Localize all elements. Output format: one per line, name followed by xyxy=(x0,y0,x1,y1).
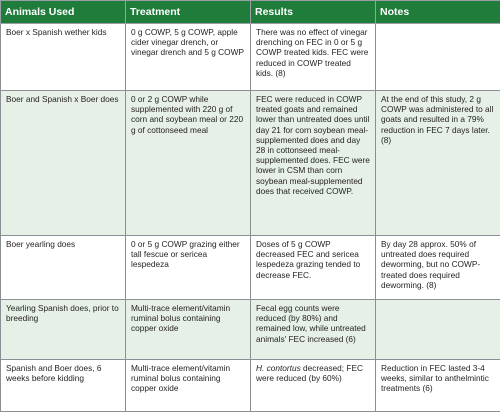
cell-animals: Boer and Spanish x Boer does xyxy=(1,91,126,236)
cell-treatment: 0 or 2 g COWP while supplemented with 220 g of corn and soybean meal or 220 g of cottonseed meal xyxy=(126,91,251,236)
cell-treatment: Multi-trace element/vitamin ruminal bolus containing copper oxide xyxy=(126,300,251,360)
table-row xyxy=(1,91,500,236)
cell-animals: Spanish and Boer does, 6 weeks before kidding xyxy=(1,360,126,412)
table-row xyxy=(1,24,500,91)
cell-notes: At the end of this study, 2 g COWP was administered to all goats and resulted in a 79% reduction in FEC 7 days later. (8) xyxy=(376,91,500,236)
species-name: H. contortus xyxy=(256,363,301,373)
cell-treatment: 0 or 5 g COWP grazing either tall fescue or sericea lespedeza xyxy=(126,236,251,300)
cell-animals: Boer yearling does xyxy=(1,236,126,300)
table-header-row xyxy=(1,1,500,24)
table-row xyxy=(1,300,500,360)
header-results: Results xyxy=(251,1,376,24)
header-notes: Notes xyxy=(376,1,500,24)
cell-animals: Boer x Spanish wether kids xyxy=(1,24,126,91)
cell-notes xyxy=(376,24,500,91)
header-treatment: Treatment xyxy=(126,1,251,24)
cell-results: FEC were reduced in COWP treated goats and remained lower than untreated does until day 21 for corn soybean meal-supplemented does and day 28 in cottonseed meal-supplemented does. FEC were lower in CSM than corn soybean meal-supplemented does that received COWP. xyxy=(251,91,376,236)
cell-notes xyxy=(376,300,500,360)
table-row xyxy=(1,360,500,412)
cell-results: Doses of 5 g COWP decreased FEC and sericea lespedeza grazing tended to decrease FEC. xyxy=(251,236,376,300)
cell-results: Fecal egg counts were reduced (by 80%) and remained low, while untreated animals' FEC increased (6) xyxy=(251,300,376,360)
cell-results: There was no effect of vinegar drenching on FEC in 0 or 5 g COWP treated kids. FEC were reduced in COWP treated kids. (8) xyxy=(251,24,376,91)
results-text: decreased; FEC were reduced (by 60%) xyxy=(256,363,363,383)
table-row xyxy=(1,236,500,300)
cell-notes: Reduction in FEC lasted 3-4 weeks, similar to anthelmintic treatments (6) xyxy=(376,360,500,412)
cell-treatment: Multi-trace element/vitamin ruminal bolus containing copper oxide xyxy=(126,360,251,412)
cell-notes: By day 28 approx. 50% of untreated does required deworming, but no COWP-treated does required deworming. (8) xyxy=(376,236,500,300)
cell-treatment: 0 g COWP, 5 g COWP, apple cider vinegar drench, or vinegar drench and 5 g COWP xyxy=(126,24,251,91)
cell-animals: Yearling Spanish does, prior to breeding xyxy=(1,300,126,360)
cell-results xyxy=(251,360,376,412)
header-animals-used: Animals Used xyxy=(1,1,126,24)
